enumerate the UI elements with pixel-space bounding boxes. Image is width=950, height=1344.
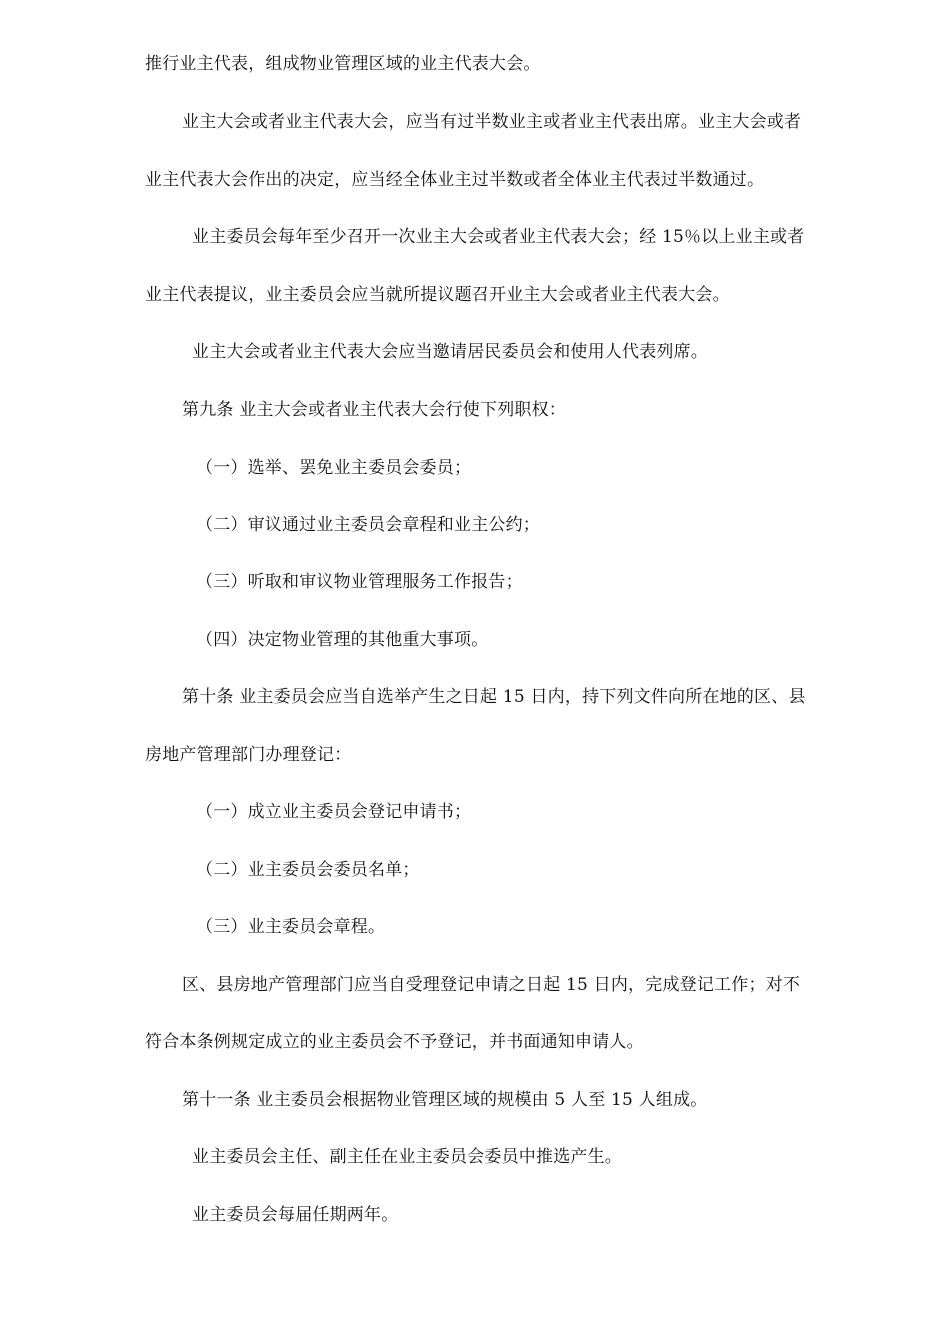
text-line: 推行业主代表，组成物业管理区域的业主代表大会。 — [145, 54, 541, 74]
text-line: 业主代表提议，业主委员会应当就所提议题召开业主大会或者业主代表大会。 — [145, 285, 730, 305]
text-line: 业主大会或者业主代表大会应当邀请居民委员会和使用人代表列席。 — [192, 342, 708, 362]
text-line: 第十一条 业主委员会根据物业管理区域的规模由 5 人至 15 人组成。 — [182, 1090, 708, 1110]
text-line: 业主委员会每年至少召开一次业主大会或者业主代表大会；经 15％以上业主或者 — [192, 227, 805, 247]
text-line: 业主代表大会作出的决定，应当经全体业主过半数或者全体业主代表过半数通过。 — [145, 170, 765, 190]
text-line: 业主大会或者业主代表大会，应当有过半数业主或者业主代表出席。业主大会或者 — [182, 112, 802, 132]
text-line: 房地产管理部门办理登记： — [145, 745, 352, 765]
text-line: （一）成立业主委员会登记申请书； — [196, 802, 472, 822]
text-line: （二）业主委员会委员名单； — [196, 860, 420, 880]
text-line: （三）听取和审议物业管理服务工作报告； — [196, 572, 523, 592]
text-line: （一）选举、罢免业主委员会委员； — [196, 458, 472, 478]
text-line: （四）决定物业管理的其他重大事项。 — [196, 630, 489, 650]
text-line: 第十条 业主委员会应当自选举产生之日起 15 日内，持下列文件向所在地的区、县 — [182, 687, 806, 707]
text-line: 第九条 业主大会或者业主代表大会行使下列职权： — [182, 400, 567, 420]
text-line: 符合本条例规定成立的业主委员会不予登记，并书面通知申请人。 — [145, 1032, 644, 1052]
text-line: 业主委员会每届任期两年。 — [192, 1205, 399, 1225]
text-line: （三）业主委员会章程。 — [196, 917, 386, 937]
text-line: 业主委员会主任、副主任在业主委员会委员中推选产生。 — [192, 1147, 622, 1167]
text-line: （二）审议通过业主委员会章程和业主公约； — [196, 515, 540, 535]
text-line: 区、县房地产管理部门应当自受理登记申请之日起 15 日内，完成登记工作；对不 — [182, 975, 801, 995]
